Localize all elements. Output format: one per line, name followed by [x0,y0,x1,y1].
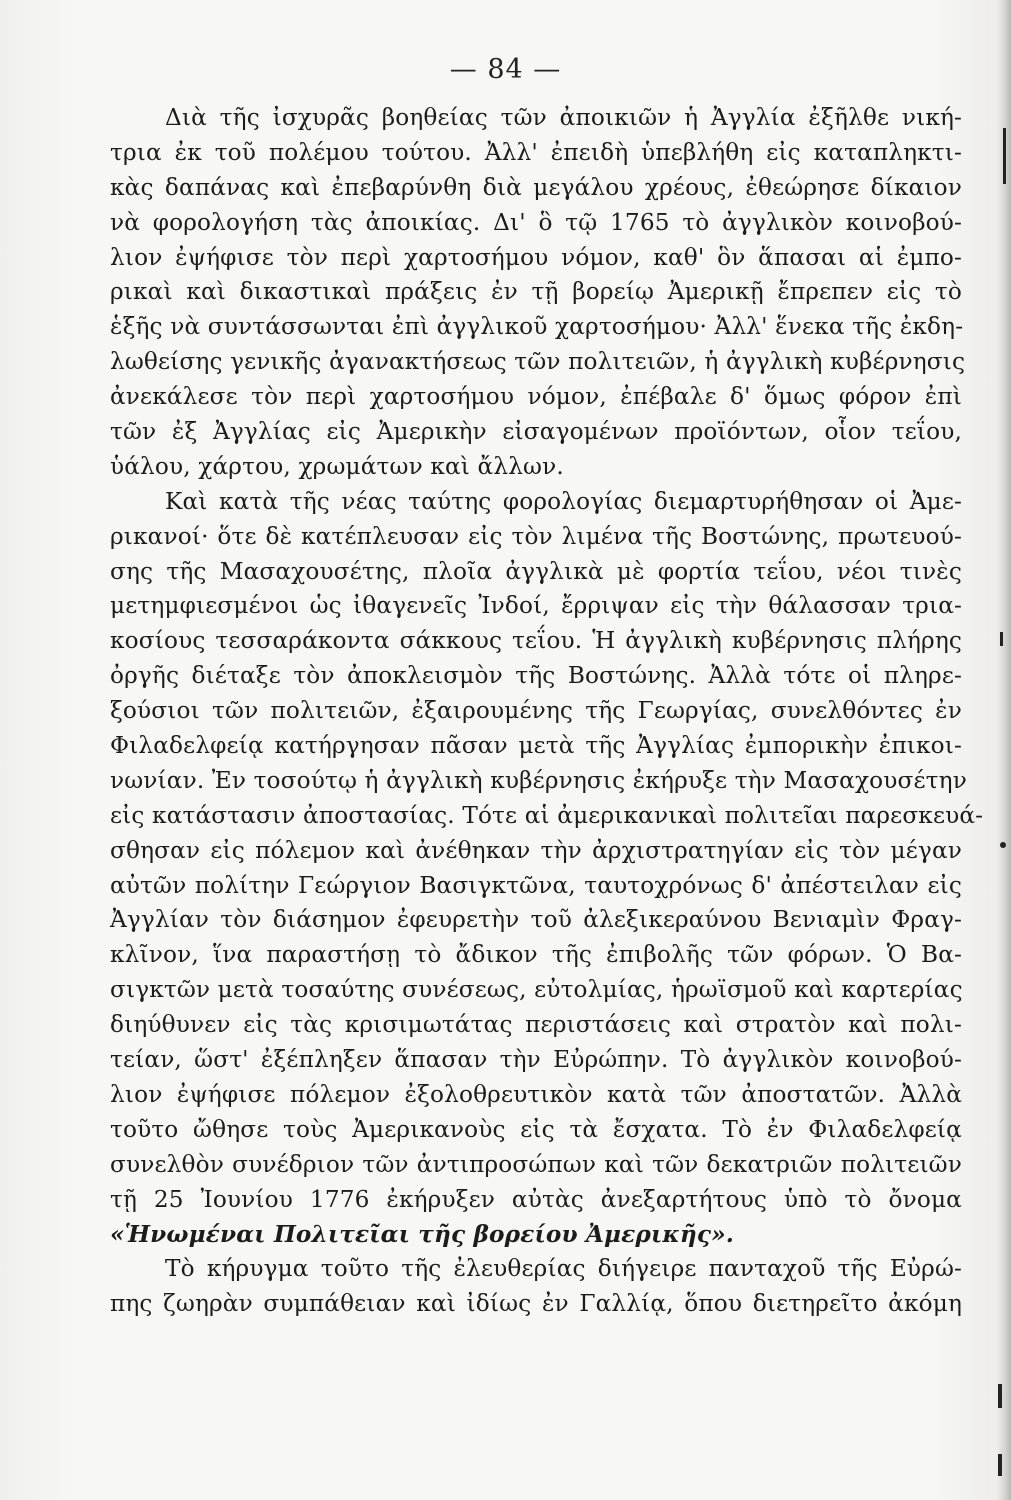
text-line: κὰς δαπάνας καὶ ἐπεβαρύνθη διὰ μεγάλου χρέους, ἐθεώρησε δίκαιον [110,173,962,201]
text-line: λωθείσης γενικῆς ἀγανακτήσεως τῶν πολιτειῶν, ἡ ἀγγλικὴ κυβέρνησις [110,348,966,376]
page-number: — 84 — [449,54,562,85]
text-line: τρια ἐκ τοῦ πολέμου τούτου. Ἀλλ' ἐπειδὴ ὑπεβλήθη εἰς καταπληκτι- [110,138,962,166]
scan-mark [1000,632,1003,646]
text-line: ἀνεκάλεσε τὸν περὶ χαρτοσήμου νόμον, ἐπέβαλε δ' ὅμως φόρον ἐπὶ [110,383,962,411]
body-text [110,101,984,1322]
text-line: ξούσιοι τῶν πολιτειῶν, ἐξαιρουμένης τῆς Γεωργίας, συνελθόντες ἐν [110,697,962,725]
text-line: κλῖνον, ἵνα παραστήσῃ τὸ ἄδικον τῆς ἐπιβολῆς τῶν φόρων. Ὁ Βα- [110,941,962,969]
text-line: σθησαν εἰς πόλεμον καὶ ἀνέθηκαν τὴν ἀρχιστρατηγίαν εἰς τὸν μέγαν [110,836,962,864]
text-line: ὑάλου, χάρτου, χρωμάτων καὶ ἄλλων. [110,452,564,480]
text-line: ὀργῆς διέταξε τὸν ἀποκλεισμὸν τῆς Βοστώνης. Ἀλλὰ τότε οἱ πληρε- [110,662,962,690]
text-line: πης ζωηρὰν συμπάθειαν καὶ ἰδίως ἐν Γαλλίᾳ, ὅπου διετηρεῖτο ἀκόμη [110,1290,962,1318]
scan-mark [1000,842,1006,848]
text-line: Καὶ κατὰ τῆς νέας ταύτης φορολογίας διεμαρτυρήθησαν οἱ Ἀμε- [165,487,962,515]
scan-mark [1003,128,1006,184]
text-line: λιον ἐψήφισε πόλεμον ἐξολοθρευτικὸν κατὰ τῶν ἀποστατῶν. Ἀλλὰ [110,1080,962,1108]
text-line: Φιλαδελφείᾳ κατήργησαν πᾶσαν μετὰ τῆς Ἀγγλίας ἐμπορικὴν ἐπικοι- [110,732,962,760]
text-line: Ἀγγλίαν τὸν διάσημον ἐφευρετὴν τοῦ ἀλεξικεραύνου Βενιαμὶν Φραγ- [110,906,962,934]
text-line: ἑξῆς νὰ συντάσσωνται ἐπὶ ἀγγλικοῦ χαρτοσήμου· Ἀλλ' ἕνεκα τῆς ἐκδη- [110,313,964,341]
text-line: τῇ 25 Ἰουνίου 1776 ἐκήρυξεν αὐτὰς ἀνεξαρτήτους ὑπὸ τὸ ὄνομα [110,1185,962,1213]
page-edge-shadow [997,0,1011,1500]
text-line: Διὰ τῆς ἰσχυρᾶς βοηθείας τῶν ἀποικιῶν ἡ Ἀγγλία ἐξῆλθε νική- [165,104,962,131]
scan-mark [998,1454,1002,1476]
text-line: τῶν ἐξ Ἀγγλίας εἰς Ἀμερικὴν εἰσαγομένων προϊόντων, οἷον τεΐου, [110,418,962,446]
text-line: νωνίαν. Ἐν τοσούτῳ ἡ ἀγγλικὴ κυβέρνησις ἐκήρυξε τὴν Μασαχουσέτην [110,766,967,794]
scan-mark [998,1384,1002,1408]
text-line: λιον ἐψήφισε τὸν περὶ χαρτοσήμου νόμον, καθ' ὃν ἅπασαι αἱ ἐμπο- [110,243,962,271]
text-line: σης τῆς Μασαχουσέτης, πλοῖα ἀγγλικὰ μὲ φορτία τεΐου, νέοι τινὲς [110,557,962,585]
text-line: μετημφιεσμένοι ὡς ἰθαγενεῖς Ἰνδοί, ἔρριψαν εἰς τὴν θάλασσαν τρια- [110,592,962,620]
text-line: εἰς κατάστασιν ἀποστασίας. Τότε αἱ ἀμερικανικαὶ πολιτεῖαι παρεσκευά- [110,801,984,829]
text-line: ρικαὶ καὶ δικαστικαὶ πράξεις ἐν τῇ βορείῳ Ἀμερικῇ ἔπρεπεν εἰς τὸ [110,278,962,306]
text-line: νὰ φορολογήση τὰς ἀποικίας. Δι' ὃ τῷ 1765 τὸ ἀγγλικὸν κοινοβού- [110,208,962,236]
text-line: τοῦτο ὤθησε τοὺς Ἀμερικανοὺς εἰς τὰ ἔσχατα. Τὸ ἐν Φιλαδελφείᾳ [110,1115,962,1143]
text-line: κοσίους τεσσαράκοντα σάκκους τεΐου. Ἡ ἀγγλικὴ κυβέρνησις πλήρης [110,627,962,655]
text-line: διηύθυνεν εἰς τὰς κρισιμωτάτας περιστάσεις καὶ στρατὸν καὶ πολι- [110,1011,962,1039]
text-line: συνελθὸν συνέδριον τῶν ἀντιπροσώπων καὶ τῶν δεκατριῶν πολιτειῶν [110,1150,962,1178]
text-line: σιγκτῶν μετὰ τοσαύτης συνέσεως, εὐτολμίας, ἡρωϊσμοῦ καὶ καρτερίας [110,976,963,1004]
text-line: Τὸ κήρυγμα τοῦτο τῆς ἐλευθερίας διήγειρε πανταχοῦ τῆς Εὐρώ- [165,1255,962,1283]
text-line: τείαν, ὥστ' ἐξέπληξεν ἅπασαν τὴν Εὐρώπην. Τὸ ἀγγλικὸν κοινοβού- [110,1046,962,1074]
text-line: ρικανοί· ὅτε δὲ κατέπλευσαν εἰς τὸν λιμένα τῆς Βοστώνης, πρωτευού- [110,522,962,550]
text-line: αὐτῶν πολίτην Γεώργιον Βασιγκτῶνα, ταυτοχρόνως δ' ἀπέστειλαν εἰς [110,871,962,899]
text-line-emphasis: «Ἡνωμέναι Πολιτεῖαι τῆς βορείου Ἀμερικῆς». [110,1220,735,1248]
